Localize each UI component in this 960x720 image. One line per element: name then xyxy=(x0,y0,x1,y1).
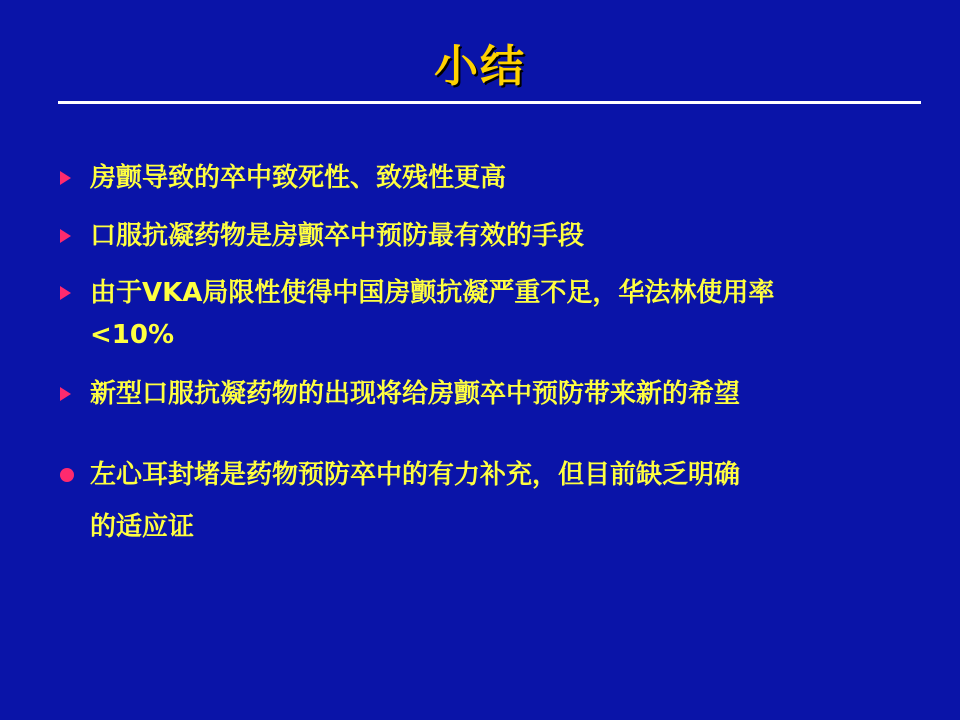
title-divider xyxy=(58,101,921,104)
triangle-bullet-icon xyxy=(60,171,71,185)
bullet-text: 新型口服抗凝药物的出现将给房颤卒中预防带来新的希望 xyxy=(90,379,741,409)
dot-text: 左心耳封堵是药物预防卒中的有力补充，但目前缺乏明确 的适应证 xyxy=(90,460,741,542)
triangle-bullet-icon xyxy=(60,229,71,243)
bullet-text: 房颤导致的卒中致死性、致残性更高 xyxy=(90,163,507,193)
triangle-bullet-icon xyxy=(60,286,71,300)
bullet-text: 口服抗凝药物是房颤卒中预防最有效的手段 xyxy=(90,221,585,251)
circle-bullet-icon xyxy=(60,468,74,482)
triangle-bullet-icon xyxy=(60,387,71,401)
page-title: 小结 xyxy=(434,41,526,92)
bullet-text: 由于VKA局限性使得中国房颤抗凝严重不足，华法林使用率 <10% xyxy=(90,278,775,350)
